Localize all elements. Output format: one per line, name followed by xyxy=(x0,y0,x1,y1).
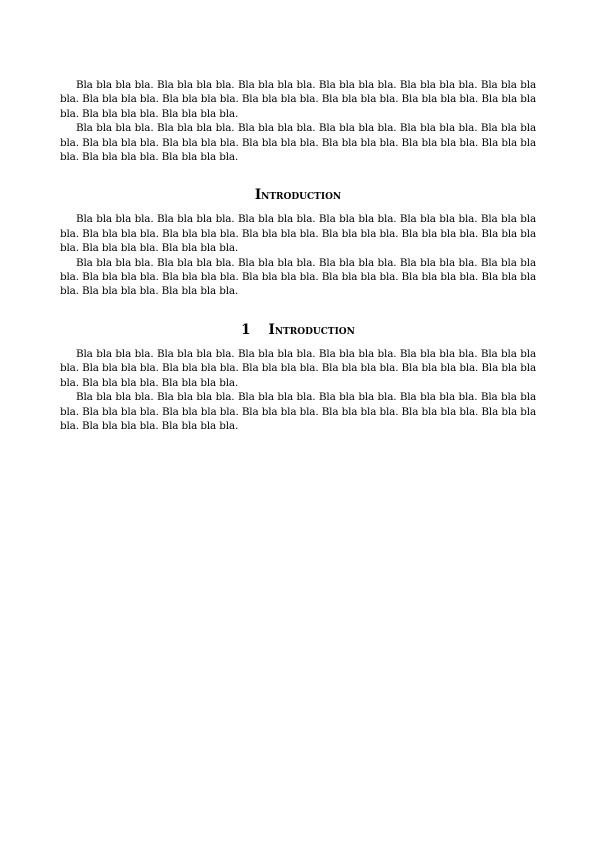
body-paragraph: Bla bla bla bla. Bla bla bla bla. Bla bla bla bla. Bla bla bla bla. Bla bla bla bla. Bla bla bla bla. Bla bla bla bla. Bla bla bla bla. Bla bla bla bla. Bla bla bla bla. Bla bla bla bla. Bla bla bla bla. Bla bla bla bla. Bla bla bla bla. xyxy=(60,79,536,120)
body-paragraph: Bla bla bla bla. Bla bla bla bla. Bla bla bla bla. Bla bla bla bla. Bla bla bla bla. Bla bla bla bla. Bla bla bla bla. Bla bla bla bla. Bla bla bla bla. Bla bla bla bla. Bla bla bla bla. Bla bla bla bla. Bla bla bla bla. Bla bla bla bla. xyxy=(60,213,536,255)
intro-text-block xyxy=(60,78,536,164)
document-page xyxy=(60,78,536,433)
body-paragraph: Bla bla bla bla. Bla bla bla bla. Bla bla bla bla. Bla bla bla bla. Bla bla bla bla. Bla bla bla bla. Bla bla bla bla. Bla bla bla bla. Bla bla bla bla. Bla bla bla bla. Bla bla bla bla. Bla bla bla bla. Bla bla bla bla. Bla bla bla bla. xyxy=(60,391,536,432)
section-numbered xyxy=(60,321,536,433)
section-number: 1 xyxy=(241,321,251,338)
section-heading: Introduction xyxy=(254,187,342,204)
section-unnumbered xyxy=(60,186,536,298)
body-paragraph: Bla bla bla bla. Bla bla bla bla. Bla bla bla bla. Bla bla bla bla. Bla bla bla bla. Bla bla bla bla. Bla bla bla bla. Bla bla bla bla. Bla bla bla bla. Bla bla bla bla. Bla bla bla bla. Bla bla bla bla. Bla bla bla bla. Bla bla bla bla. xyxy=(60,122,536,164)
section-title: Introduction xyxy=(268,321,355,338)
body-paragraph: Bla bla bla bla. Bla bla bla bla. Bla bla bla bla. Bla bla bla bla. Bla bla bla bla. Bla bla bla bla. Bla bla bla bla. Bla bla bla bla. Bla bla bla bla. Bla bla bla bla. Bla bla bla bla. Bla bla bla bla. Bla bla bla bla. Bla bla bla bla. xyxy=(60,256,536,298)
body-paragraph: Bla bla bla bla. Bla bla bla bla. Bla bla bla bla. Bla bla bla bla. Bla bla bla bla. Bla bla bla bla. Bla bla bla bla. Bla bla bla bla. Bla bla bla bla. Bla bla bla bla. Bla bla bla bla. Bla bla bla bla. Bla bla bla bla. Bla bla bla bla. xyxy=(60,347,536,389)
numbered-section-heading xyxy=(60,321,536,339)
